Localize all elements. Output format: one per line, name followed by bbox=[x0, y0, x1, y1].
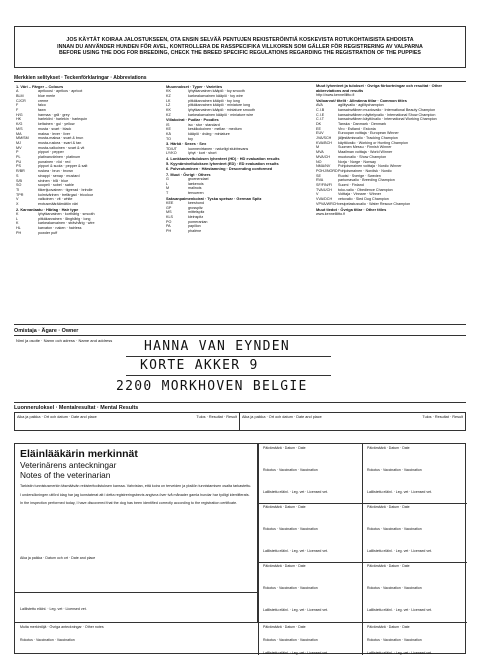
owner-name-handwritten: HANNA VAN EYNDEN bbox=[144, 339, 291, 354]
hair-type-meaning: karkeakarvainen · strävhårig · wire bbox=[38, 221, 95, 226]
vaccination-grid-row-line-1 bbox=[258, 503, 467, 504]
colour-meaning: erotusmääräämätön väri bbox=[38, 202, 78, 207]
title-meaning: käyttövalio · Working or Hunting Champion bbox=[338, 140, 409, 145]
colour-code: H/G bbox=[16, 112, 23, 117]
titles-heading: Valioarvot/ titelit · Allmänna titlar · Common titles bbox=[316, 97, 407, 103]
vaccination-grid-row-line-3 bbox=[258, 562, 467, 563]
colour-meaning: musta-ruskea · svart & tan bbox=[38, 140, 82, 145]
variety-code: KZ bbox=[166, 112, 171, 117]
colour-meaning: fawn bbox=[38, 108, 46, 113]
abbreviations-table bbox=[14, 81, 466, 325]
title-code: SF/FIN/FI bbox=[316, 183, 332, 188]
variety-meaning: pitkäkarvainen kääpiö · toy long bbox=[188, 98, 240, 103]
colour-code: X bbox=[16, 202, 19, 207]
poodles-heading: Villakoirat · Pudlar · Poodles bbox=[166, 117, 219, 123]
colour-code: MV bbox=[16, 145, 22, 150]
abbreviations-column-1 bbox=[14, 82, 164, 324]
hair-type-code: HL bbox=[16, 226, 21, 231]
colour-code: BLM bbox=[16, 93, 24, 98]
belgian-shepherd-meaning: laekenois bbox=[188, 181, 204, 186]
variety-meaning: karkeakarvainen kääpiö · toy wire bbox=[188, 93, 243, 98]
title-meaning: agilityvalio · agilitychampion bbox=[338, 103, 384, 108]
vet-statement-fi: Tarkistin tunnistusmerkin täsmäävän rekisteritodistuksen kanssa. Vahvistan, että koira on terveiden ja yksilön tunnistamisen osalta tarkastettu. bbox=[20, 484, 252, 488]
title-meaning: Suomen Messu · Finnish Winner bbox=[338, 145, 392, 150]
title-row bbox=[316, 202, 464, 207]
vaccination-date-label: Päivämäärä · Datum · Date bbox=[263, 564, 306, 568]
tail-type-meaning: lyhyt · kort · short bbox=[188, 151, 217, 156]
papillon-meaning: phalène bbox=[188, 229, 202, 234]
owner-section-title: Omistaja · Ägare · Owner bbox=[14, 328, 79, 334]
colour-meaning: harlekiini · harlekin · harlequin bbox=[38, 117, 88, 122]
owner-name-address-label: Nimi ja osoite · Namn och adress · Name and address bbox=[16, 338, 113, 343]
colour-code: F bbox=[16, 103, 19, 108]
poodle-size-code: TO bbox=[166, 136, 172, 141]
colour-code: F bbox=[16, 108, 19, 113]
mental-results-box bbox=[14, 412, 466, 431]
colour-meaning: musta-maksa · svart & brun bbox=[38, 136, 84, 141]
german-spitz-meaning: keeshond bbox=[188, 200, 204, 205]
colour-meaning: blue merle bbox=[38, 93, 56, 98]
title-code: RVA bbox=[316, 178, 324, 183]
colour-code: TI bbox=[16, 187, 20, 192]
title-meaning: jäljestämisvalio · Tracking Champion bbox=[338, 136, 398, 141]
colour-code: PU bbox=[16, 159, 22, 164]
vaccination-vacc-label: Rokotus · Vaccination · Vaccination bbox=[367, 638, 422, 643]
colour-code: R/BR bbox=[16, 169, 25, 174]
title-code: SE bbox=[316, 173, 321, 178]
colour-meaning: sininen · blå · blue bbox=[38, 178, 69, 183]
vaccination-sign-label: Laillistettu eläinl. · Leg. vet · Licensed vet. bbox=[367, 490, 432, 494]
colour-code: M/S bbox=[16, 126, 23, 131]
poodle-size-code: KÄ bbox=[166, 132, 171, 137]
kennel-club-url: http://www.kennelliitto.fi bbox=[316, 93, 355, 98]
vet-statement-en: In the inspection performed today, I have discovered that the dog has been identified correctly according to the registration certificate. bbox=[20, 501, 238, 506]
title-code: DK bbox=[316, 121, 322, 126]
vet-title-fi: Eläinlääkärin merkinnät bbox=[20, 448, 138, 460]
tail-type-meaning: luonnevirtanen · naturligt stubbsvans bbox=[188, 146, 249, 151]
title-meaning: pariumavalio · Breeding Champion bbox=[338, 178, 395, 183]
title-meaning: Norja · Norge · Norway bbox=[338, 159, 376, 164]
german-spitz-meaning: pomeranian bbox=[188, 219, 208, 224]
vaccination-sign-label: Laillistettu eläinl. · Leg. vet · Licensed vet. bbox=[263, 651, 328, 656]
title-meaning: Maailman voittaja · World Winner bbox=[338, 150, 393, 155]
variety-meaning: pitkäkarvainen kääpiö · miniature long bbox=[188, 103, 251, 108]
mental-result-label-1: Tulos · Resultat · Result bbox=[196, 415, 237, 419]
hair-type-code: K bbox=[16, 221, 19, 226]
vet-signature-label: Laillistettu eläinl. · Leg. vet · Licensed vet. bbox=[20, 607, 87, 611]
poodle-size-meaning: keskikokoinen · mellan · medium bbox=[188, 127, 242, 132]
warning-line-fi: JOS KÄYTÄT KOIRAA JALOSTUKSEEN, OTA ENSIN SELVÄÄ PENTUJEN REKISTERÖINTIÄ KOSKEVISTA ROTUKOHTAISISTA EHDOISTA bbox=[66, 36, 414, 43]
title-code: MVA/CH bbox=[316, 154, 331, 159]
colour-meaning: punainen · röd · red bbox=[38, 159, 71, 164]
colour-code: A bbox=[16, 89, 19, 94]
warning-line-en: BEFORE USING THE DOG FOR BREEDING, CHECK THE BREED SPECIFIC REGULATIONS REGARDING THE REGISTRATION OF THE PUPPIES bbox=[59, 50, 421, 57]
vaccination-date-label: Päivämäärä · Datum · Date bbox=[367, 625, 410, 629]
vaccination-date-label: Päivämäärä · Datum · Date bbox=[263, 625, 306, 629]
colour-meaning: maksa · lever · liver bbox=[38, 131, 71, 136]
title-meaning: Euroopan voittaja · European Winner bbox=[338, 131, 399, 136]
german-spitz-code: KEE bbox=[166, 200, 174, 205]
belgian-shepherd-meaning: groenendael bbox=[188, 176, 209, 181]
hair-type-code: PH bbox=[16, 230, 22, 235]
vaccination-vacc-label: Rokotus · Vaccination · Vaccination bbox=[367, 586, 422, 590]
colour-meaning: falco bbox=[38, 103, 46, 108]
papillon-meaning: papillon bbox=[188, 224, 201, 229]
colour-meaning: pippuri · pepper bbox=[38, 150, 64, 155]
veterinarian-notes-box bbox=[14, 443, 466, 654]
mental-date-place-label-1: Aika ja paikka · Ort och datum · Date and place bbox=[17, 415, 97, 419]
vaccination-sign-label: Laillistettu eläinl. · Leg. vet · Licensed vet. bbox=[263, 608, 328, 612]
vaccination-vacc-label: Rokotus · Vaccination · Vaccination bbox=[263, 468, 318, 472]
vaccination-date-label: Päivämäärä · Datum · Date bbox=[263, 446, 306, 450]
colour-code: PL bbox=[16, 155, 21, 160]
variety-code: LZ bbox=[166, 103, 171, 108]
tail-type-code: LY/KO bbox=[166, 151, 177, 156]
variety-code: KZ bbox=[166, 93, 171, 98]
colour-meaning: aprikoosi · aprikos · apricot bbox=[38, 89, 83, 94]
title-code: AVA bbox=[316, 103, 323, 108]
colour-code: P bbox=[16, 150, 19, 155]
title-code: MVA bbox=[316, 150, 324, 155]
descent-heading: 6. Polveutuminen · Härstamning · Descending conformed bbox=[166, 166, 273, 172]
variety-meaning: lyhytkarvainen kääpiö · toy smooth bbox=[188, 89, 245, 94]
title-code: V bbox=[316, 192, 319, 197]
other-abbreviations-heading: Muut lyhenteet ja tulokset · Övriga förkortningar och resultat · Other abbreviations and results bbox=[316, 84, 443, 93]
vet-statement-sv: I undersökningen utförd idag har jag konstaterat att i detta registreringsbevis angivna över två månader gamla hundar har tydligt identifierats. bbox=[20, 492, 250, 497]
colour-code: SO bbox=[16, 183, 22, 188]
hair-type-meaning: karvaton · naken · hairless bbox=[38, 226, 82, 231]
colour-meaning: musta-valkoinen · svart & vit bbox=[38, 145, 85, 150]
belgian-shepherd-meaning: malinois bbox=[188, 186, 202, 191]
hd-heading: 4. Lonkkaniveltuloksen lyhenteet (HD) · HD evaluation results bbox=[166, 156, 280, 162]
title-meaning: muotovalio · Show Champion bbox=[338, 154, 387, 159]
colour-code: MA bbox=[16, 131, 22, 136]
sexes-heading: 3. Härkä · Sexes · Sex bbox=[166, 141, 207, 147]
colour-meaning: kolmivärinen · trefärgad · tricolour bbox=[38, 192, 94, 197]
title-meaning: Pohjoismainen voittaja · Nordic Winner bbox=[338, 164, 402, 169]
colour-meaning: keltainen · gul · yellow bbox=[38, 122, 75, 127]
vet-divider bbox=[15, 592, 258, 593]
vaccination-grid-divider-2 bbox=[362, 444, 363, 655]
colour-meaning: platinanvärinen · platinum bbox=[38, 155, 81, 160]
title-meaning: Ruotsi · Sverige · Sweden bbox=[338, 173, 381, 178]
colour-code: S/B bbox=[16, 178, 22, 183]
mental-result-cell-1 bbox=[15, 413, 240, 430]
german-spitz-meaning: mittelspitz bbox=[188, 210, 205, 215]
vaccination-date-label: Päivämäärä · Datum · Date bbox=[367, 446, 410, 450]
abbreviations-column-3 bbox=[314, 82, 466, 324]
belgian-shepherd-row bbox=[166, 191, 312, 196]
title-code: M bbox=[316, 145, 320, 150]
german-spitz-meaning: kleinspitz bbox=[188, 214, 204, 219]
colour-meaning: harmaa · grå · grey bbox=[38, 112, 70, 117]
colour-meaning: valkoinen · vit · white bbox=[38, 197, 73, 202]
abbreviations-title: Merkkien selitykset · Teckenförklaringar · Abbreviations bbox=[14, 75, 147, 81]
title-meaning: Viro · Estland · Estonia bbox=[338, 126, 376, 131]
german-spitz-code: GP bbox=[166, 205, 172, 210]
german-spitz-code: KLS bbox=[166, 214, 173, 219]
vaccination-vacc-label: Rokotus · Vaccination · Vaccination bbox=[367, 468, 422, 472]
title-meaning: kansainvälinen muotovalio · International Beauty Champion bbox=[338, 107, 436, 112]
vaccination-sign-label: Laillistettu eläinl. · Leg. vet · Licensed vet. bbox=[367, 608, 432, 612]
vet-title-en: Notes of the veterinarian bbox=[20, 470, 111, 480]
colour-code: PS bbox=[16, 164, 21, 169]
colour-code: MM/SM bbox=[16, 136, 29, 141]
owner-box bbox=[14, 335, 466, 403]
german-spitz-code: PO bbox=[166, 219, 172, 224]
abbreviations-column-2 bbox=[164, 82, 314, 324]
kennel-club-url-2: www.kennelliitto.fi bbox=[316, 211, 346, 216]
german-spitz-code: MS bbox=[166, 210, 172, 215]
title-meaning: kansainvälinen käyttövalio · International Working Champion bbox=[338, 117, 437, 122]
title-code: NMA/NV bbox=[316, 164, 331, 169]
title-code: KVA/BCH bbox=[316, 140, 332, 145]
variety-meaning: lyhytkarvainen kääpiö · miniature smooth bbox=[188, 108, 256, 113]
vaccination-grid-divider-1 bbox=[258, 444, 259, 655]
warning-line-sv: INNAN DU ANVÄNDER HUNDEN FÖR AVEL, KONTROLLERA DE RASSPECIFIKA VILLKOREN SOM GÄLLER FÖR REGISTRERING AV VALPARNA bbox=[57, 43, 423, 50]
ed-heading: 5. Kyynärniveltuloksen lyhenteet (ED) · ED evaluation results bbox=[166, 161, 279, 167]
handwriting-underline-2 bbox=[126, 375, 331, 376]
handwriting-underline-1 bbox=[126, 356, 331, 357]
colour-meaning: ruskea · brun · brown bbox=[38, 169, 74, 174]
registration-certificate-back bbox=[6, 6, 474, 654]
other-notes-label: Muita merkintöjä · Övriga anteckningar · Other notes bbox=[20, 625, 104, 629]
colour-code: CJCR bbox=[16, 98, 26, 103]
colour-code: HK bbox=[16, 117, 22, 122]
vet-title-sv: Veterinärens anteckningar bbox=[20, 460, 117, 470]
vaccination-vacc-label: Rokotus · Vaccination · Vaccination bbox=[263, 527, 318, 531]
colours-heading: 1. Väri – Färger – Colours bbox=[16, 84, 64, 89]
papillon-code: PA bbox=[166, 224, 171, 229]
title-code: C.I.B bbox=[316, 107, 325, 112]
mental-results-title: Luonneruloksel · Mentalresultat · Mental Results bbox=[14, 405, 139, 411]
title-code: JVA/SCH bbox=[316, 136, 332, 141]
colour-meaning: pippuri & suola · pepper & salt bbox=[38, 164, 88, 169]
others-heading: 7. Muut · Övrigt · Others bbox=[166, 171, 211, 177]
hair-type-meaning: pitkäkarvainen · långhårig · long bbox=[38, 216, 91, 221]
title-code: C.I.T bbox=[316, 117, 324, 122]
vaccination-date-label: Päivämäärä · Datum · Date bbox=[263, 505, 306, 509]
mental-result-label-2: Tulos · Resultat · Result bbox=[422, 415, 463, 419]
colour-meaning: tiikerijuovainen · tigrerad · brindle bbox=[38, 187, 93, 192]
title-code: POHJ/NORD bbox=[316, 168, 338, 173]
title-meaning: kansainvälinen näyttelyvalio · International Show Champion bbox=[338, 112, 436, 117]
poodle-size-code: IS bbox=[166, 122, 170, 127]
vaccination-sign-label: Laillistettu eläinl. · Leg. vet · Licensed vet. bbox=[367, 651, 432, 656]
hair-type-row bbox=[16, 231, 162, 236]
poodle-size-meaning: kääpiö · dvärg · miniature bbox=[188, 132, 230, 137]
vaccination-sign-label: Laillistettu eläinl. · Leg. vet · Licensed vet. bbox=[263, 549, 328, 553]
title-code: TVA/UCH bbox=[316, 187, 332, 192]
title-code: VPVA/WRCH bbox=[316, 201, 339, 206]
vaccination-vacc-label: Rokotus · Vaccination · Vaccination bbox=[263, 638, 318, 643]
vaccination-date-label: Päivämäärä · Datum · Date bbox=[367, 564, 410, 568]
breeding-warning-box bbox=[14, 26, 466, 68]
belgian-shepherd-meaning: tervueren bbox=[188, 190, 204, 195]
title-meaning: vesipelastusvalio · Water Rescue Champion bbox=[338, 201, 411, 206]
german-spitz-heading: Saksanpaimenkoirat · Tyska spetsar · German Spitz bbox=[166, 195, 262, 201]
poodle-size-meaning: toy bbox=[188, 136, 193, 141]
papillon-code: PH bbox=[166, 229, 172, 234]
title-code: VVA/DCH bbox=[316, 197, 333, 202]
belgian-shepherd-code: G bbox=[166, 176, 169, 181]
vaccination-vacc-label: Rokotus · Vaccination · Vaccination bbox=[367, 527, 422, 531]
hair-type-meaning: powder puff bbox=[38, 230, 58, 235]
title-code: EE bbox=[316, 126, 321, 131]
variety-code: KK bbox=[166, 108, 171, 113]
vaccination-vacc-label: Rokotus · Vaccination · Vaccination bbox=[263, 586, 318, 590]
belgian-shepherd-code: L bbox=[166, 181, 169, 186]
varieties-heading: Muunnokset · Typer · Varieties bbox=[166, 84, 223, 89]
title-meaning: Pohjoismainen · Nordisk · Nordic bbox=[338, 168, 392, 173]
colour-code: TPR bbox=[16, 192, 24, 197]
title-meaning: toko-valio · Obedience Champion bbox=[338, 187, 393, 192]
hair-type-heading: 2. Karvanlaatu · Hårlag · Hair type bbox=[16, 206, 79, 212]
hair-type-code: L bbox=[16, 216, 19, 221]
owner-city-handwritten: 2200 MORKHOVEN BELGIE bbox=[116, 379, 308, 394]
variety-code: LK bbox=[166, 98, 171, 103]
colour-meaning: sinappi · senap · mustard bbox=[38, 173, 80, 178]
other-titles-heading: Muut tiedot · Övriga titlar · Other titles bbox=[316, 206, 387, 212]
papillon-row bbox=[166, 229, 312, 234]
title-code: NO bbox=[316, 159, 322, 164]
title-meaning: Voittaja · Vinnare · Winner bbox=[338, 192, 381, 197]
hair-type-meaning: lyhytkarvainen · korthårig · smooth bbox=[38, 211, 95, 216]
title-code: EUV bbox=[316, 131, 324, 136]
mental-result-cell-2 bbox=[240, 413, 465, 430]
title-meaning: Suomi · Finland bbox=[338, 183, 364, 188]
title-meaning: Tanska · Danmark · Denmark bbox=[338, 121, 387, 126]
vaccination-sign-label: Laillistettu eläinl. · Leg. vet · Licensed vet. bbox=[367, 549, 432, 553]
belgian-shepherd-code: M bbox=[166, 186, 170, 191]
owner-street-handwritten: KORTE AKKER 9 bbox=[140, 358, 259, 373]
colour-meaning: creme bbox=[38, 98, 49, 103]
variety-code: KK bbox=[166, 89, 171, 94]
mental-date-place-label-2: Aika ja paikka · Ort och datum · Date and place bbox=[242, 415, 322, 419]
hair-type-code: K bbox=[16, 211, 19, 216]
colour-code: MJ bbox=[16, 140, 21, 145]
poodle-size-meaning: iso · stor · standard bbox=[188, 122, 220, 127]
colour-code: K/G bbox=[16, 122, 23, 127]
german-spitz-meaning: grosspitz bbox=[188, 205, 203, 210]
belgian-shepherd-code: T bbox=[166, 190, 169, 195]
vaccination-grid-row-line-2 bbox=[15, 622, 467, 623]
vet-date-place-label: Aika ja paikka · Datum och ort · Date and place bbox=[20, 556, 96, 560]
colour-meaning: musta · svart · black bbox=[38, 126, 72, 131]
colour-code: S bbox=[16, 173, 19, 178]
variety-meaning: karkeakarvainen kääpiö · miniature wire bbox=[188, 112, 254, 117]
vaccination-date-label: Päivämäärä · Datum · Date bbox=[367, 505, 410, 509]
title-code: C.I.E bbox=[316, 112, 325, 117]
tail-type-code: TD/UT bbox=[166, 146, 177, 151]
title-meaning: vetovalio · Sled Dog Champion bbox=[338, 197, 389, 202]
colour-code: V bbox=[16, 197, 19, 202]
colour-meaning: soopeli · sobel · sable bbox=[38, 183, 74, 188]
other-notes-vaccination-label: Rokotus · Vaccination · Vaccination bbox=[20, 638, 75, 642]
vaccination-sign-label: Laillistettu eläinl. · Leg. vet · Licensed vet. bbox=[263, 490, 328, 494]
veterinarian-statement bbox=[15, 444, 258, 622]
poodle-size-code: KE bbox=[166, 127, 171, 132]
